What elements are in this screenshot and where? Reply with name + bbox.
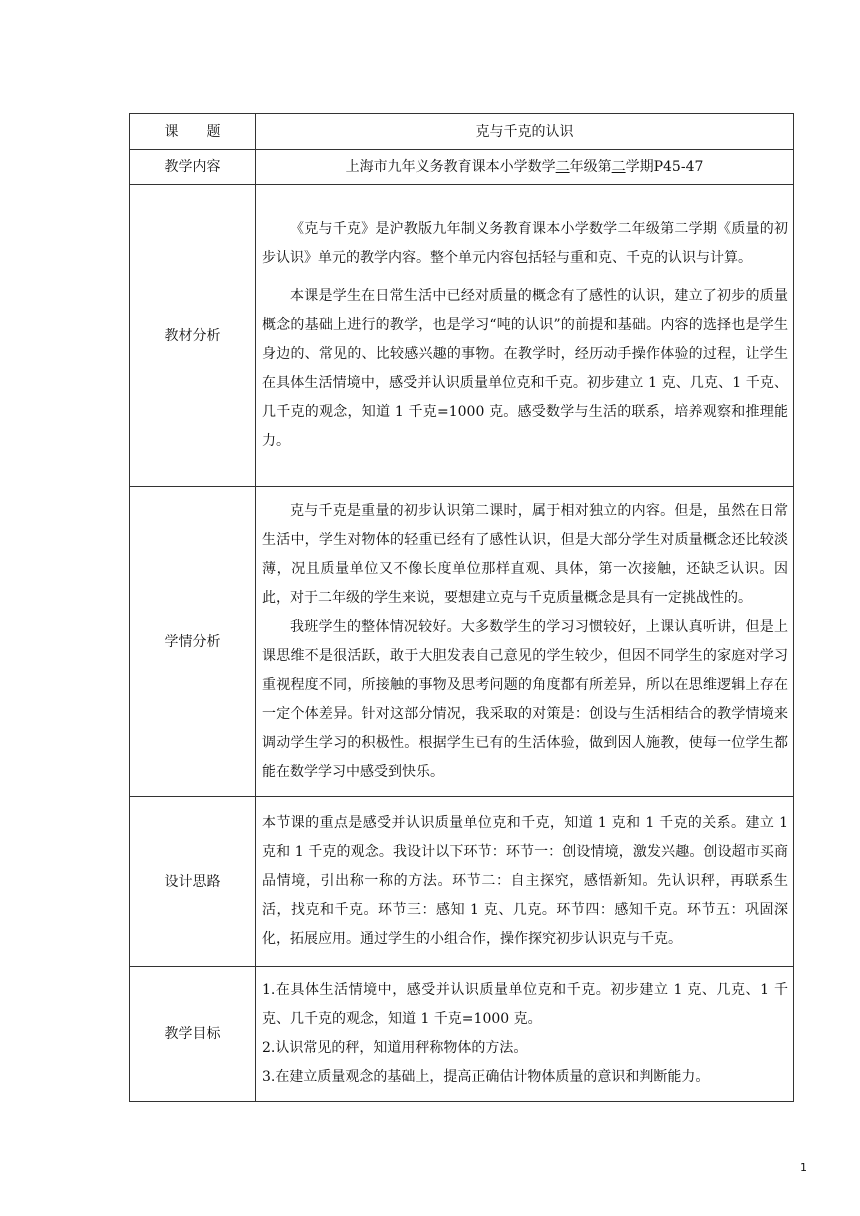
design-idea-label: 设计思路 bbox=[130, 797, 256, 967]
content-value bbox=[256, 150, 794, 185]
material-analysis-content bbox=[256, 185, 794, 487]
student-paragraph-2: 我班学生的整体情况较好。大多数学生的学习习惯较好，上课认真听讲，但是上课思维不是很活跃，敢于大胆发表自己意见的学生较少，但因不同学生的家庭对学习重视程度不同，所接触的事物及思考问题的角度都有所差异，所以在思维逻辑上存在一定个体差异。针对这部分情况，我采取的对策是：创设与生活相结合的教学情境来调动学生学习的积极性。根据学生已有的生活体验，做到因人施教，使每一位学生都能在数学学习中感受到快乐。 bbox=[262, 618, 788, 780]
semester-underlined: 二 bbox=[611, 159, 626, 175]
objectives-content bbox=[256, 967, 794, 1102]
design-idea-content bbox=[256, 797, 794, 967]
title-row bbox=[130, 114, 794, 150]
content-part-3: 年级第 bbox=[569, 159, 612, 175]
page-number: 1 bbox=[800, 1161, 807, 1174]
title-label: 课 题 bbox=[130, 114, 256, 150]
objectives-label: 教学目标 bbox=[130, 967, 256, 1102]
student-analysis-row bbox=[130, 487, 794, 797]
student-analysis-label: 学情分析 bbox=[130, 487, 256, 797]
objective-item-3: 3.在建立质量观念的基础上，提高正确估计物体质量的意识和判断能力。 bbox=[262, 1069, 710, 1085]
lesson-title: 克与千克的认识 bbox=[256, 114, 794, 150]
content-label: 教学内容 bbox=[130, 150, 256, 185]
objective-item-1: 1.在具体生活情境中，感受并认识质量单位克和千克。初步建立 1 克、几克、1 千克、几千克的观念，知道 1 千克=1000 克。 bbox=[262, 982, 788, 1027]
design-idea-text: 本节课的重点是感受并认识质量单位克和千克，知道 1 克和 1 千克的关系。建立 1 克和 1 千克的观念。我设计以下环节：环节一：创设情境，激发兴趣。创设超市买商品情境，引出称一称的方法。环节二：自主探究，感悟新知。先认识秤，再联系生活，找克和千克。环节三：感知 1 克、几克。环节四：感知千克。环节五：巩固深化，拓展应用。通过学生的小组合作，操作探究初步认识克与千克。 bbox=[262, 815, 788, 947]
student-paragraph-1: 克与千克是重量的初步认识第二课时，属于相对独立的内容。但是，虽然在日常生活中，学生对物体的轻重已经有了感性认识，但是大部分学生对质量概念还比较淡薄，况且质量单位又不像长度单位那样直观、具体，第一次接触，还缺乏认识。因此，对于二年级的学生来说，要想建立克与千克质量概念是具有一定挑战性的。 bbox=[262, 502, 788, 606]
content-row bbox=[130, 150, 794, 185]
material-paragraph-2: 本课是学生在日常生活中已经对质量的概念有了感性的认识，建立了初步的质量概念的基础上进行的教学，也是学习“吨的认识”的前提和基础。内容的选择也是学生身边的、常见的、比较感兴趣的事物。在教学时，经历动手操作体验的过程，让学生在具体生活情境中，感受并认识质量单位克和千克。初步建立 1 克、几克、1 千克、几千克的观念，知道 1 千克=1000 克。感受数学与生活的联系，培养观察和推理能力。 bbox=[262, 288, 788, 449]
content-part-5: 学期P45-47 bbox=[625, 159, 704, 175]
lesson-plan-table bbox=[129, 113, 794, 1102]
material-analysis-row bbox=[130, 185, 794, 487]
design-idea-row bbox=[130, 797, 794, 967]
objectives-row bbox=[130, 967, 794, 1102]
objective-item-2: 2.认识常见的秤，知道用秤称物体的方法。 bbox=[262, 1040, 528, 1056]
student-analysis-content bbox=[256, 487, 794, 797]
material-analysis-label: 教材分析 bbox=[130, 185, 256, 487]
content-part-1: 上海市九年义务教育课本小学数学 bbox=[345, 159, 556, 175]
grade-underlined: 二 bbox=[555, 159, 570, 175]
material-paragraph-1: 《克与千克》是沪教版九年制义务教育课本小学数学二年级第二学期《质量的初步认识》单元的教学内容。整个单元内容包括轻与重和克、千克的认识与计算。 bbox=[262, 221, 788, 266]
